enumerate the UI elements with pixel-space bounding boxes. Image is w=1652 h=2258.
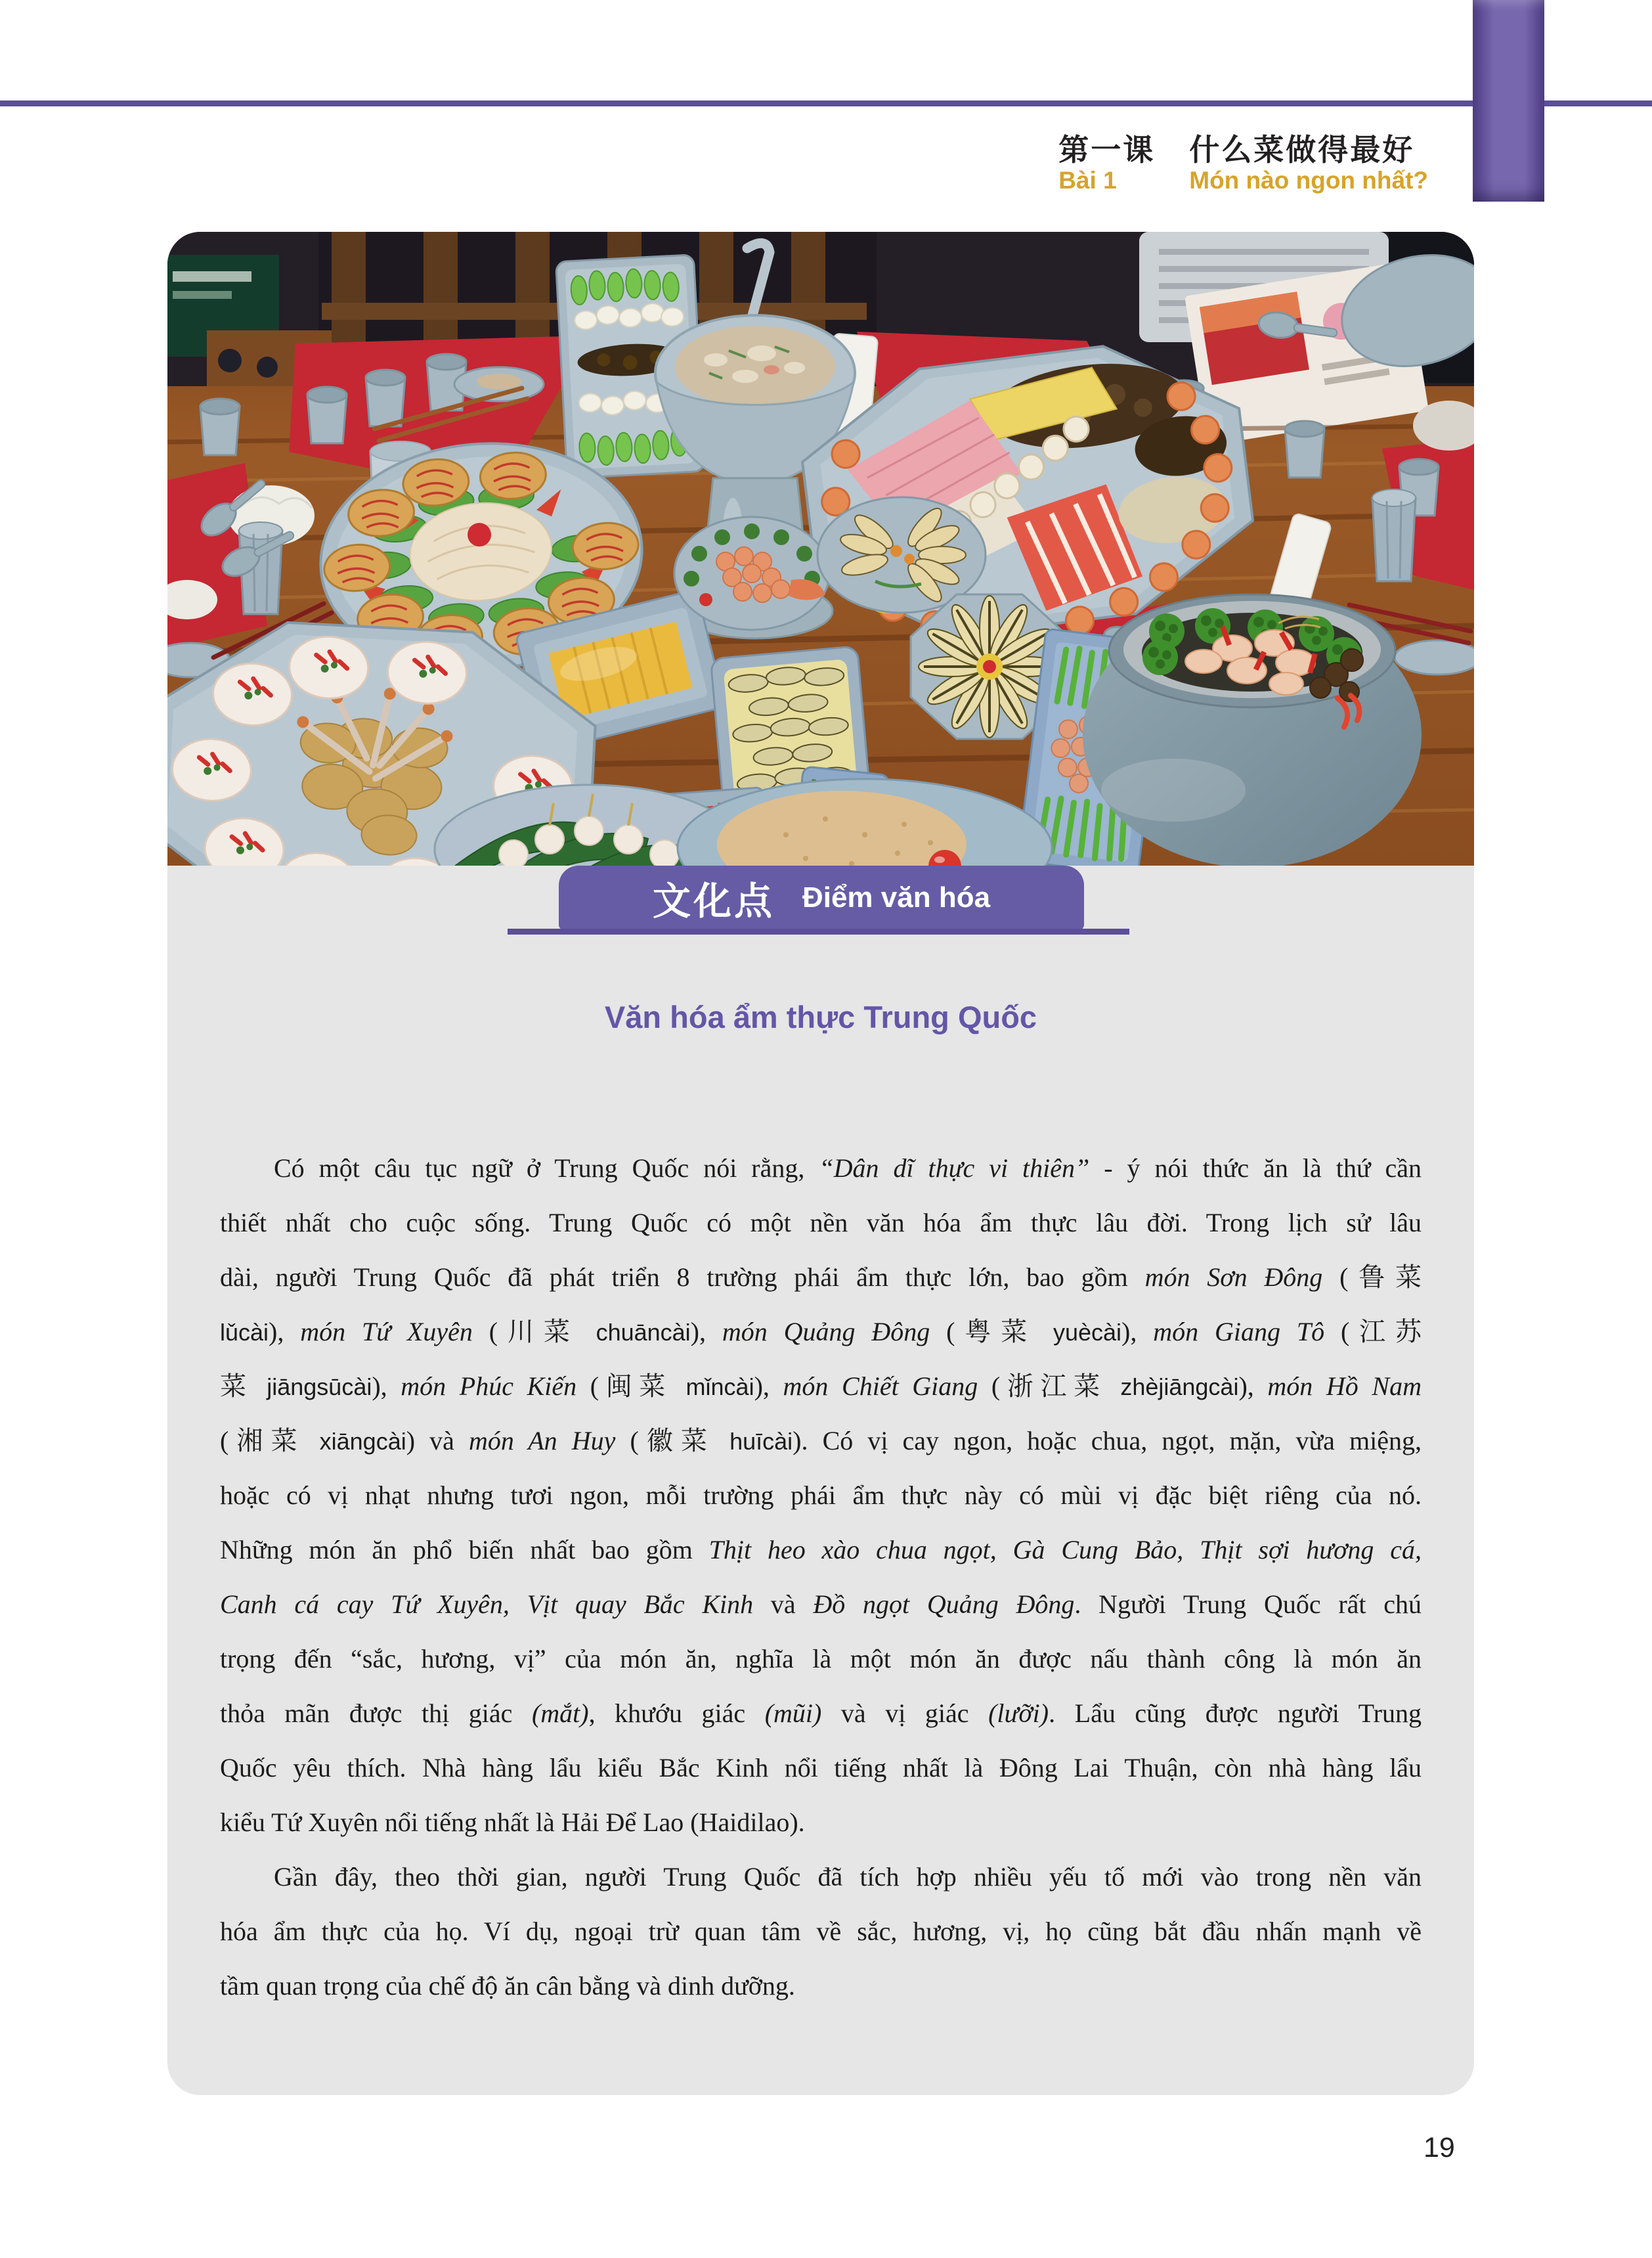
text-segment: (鲁菜 bbox=[1322, 1262, 1422, 1292]
text-segment: (闽菜 bbox=[576, 1371, 686, 1401]
text-line bbox=[220, 1141, 1422, 1195]
article-body bbox=[220, 1141, 1422, 2013]
text-line bbox=[220, 1686, 1422, 1740]
corner-accent-bar bbox=[1473, 0, 1544, 202]
text-segment: . Người Trung Quốc rất chú bbox=[1074, 1589, 1422, 1619]
text-line bbox=[220, 1577, 1422, 1631]
text-segment: món Tứ Xuyên bbox=[300, 1317, 473, 1346]
text-line bbox=[220, 1304, 1422, 1359]
text-segment: thỏa mãn được thị giác bbox=[220, 1698, 532, 1728]
culture-point-label-zh: 文化点 bbox=[652, 879, 775, 923]
text-line bbox=[220, 1195, 1422, 1250]
text-segment: Đồ ngọt Quảng Đông bbox=[813, 1589, 1075, 1619]
badge-underline bbox=[508, 929, 1129, 935]
text-line bbox=[220, 1359, 1422, 1413]
text-segment: hoặc có vị nhạt nhưng tươi ngon, mỗi trường phái ẩm thực này có mùi vị đặc biệt riêng của nó. bbox=[220, 1480, 1422, 1510]
text-segment: và vị giác bbox=[821, 1698, 989, 1728]
text-segment: Những món ăn phổ biến nhất bao gồm bbox=[220, 1535, 709, 1564]
text-segment: jiāngsūcài bbox=[267, 1373, 372, 1400]
text-segment: ), bbox=[754, 1371, 783, 1401]
text-line bbox=[220, 1468, 1422, 1522]
text-segment: (粤菜 bbox=[930, 1317, 1053, 1346]
lesson-header bbox=[1058, 134, 1428, 194]
text-segment: , khướu giác bbox=[588, 1698, 765, 1728]
text-line bbox=[220, 1959, 1422, 2013]
banquet-photo bbox=[167, 232, 1474, 866]
text-segment: (mũi) bbox=[764, 1698, 822, 1728]
text-segment: xiāngcài bbox=[319, 1428, 406, 1455]
text-segment: món Quảng Đông bbox=[722, 1317, 930, 1346]
text-segment: (湘菜 bbox=[220, 1426, 320, 1455]
text-segment: Quốc yêu thích. Nhà hàng lẩu kiểu Bắc Kinh nổi tiếng nhất là Đông Lai Thuận, còn nhà hàng lẩu bbox=[220, 1753, 1422, 1782]
content-card bbox=[167, 232, 1474, 2095]
text-segment: Thịt heo xào chua ngọt, Gà Cung Bảo, Thịt sợi hương cá, bbox=[708, 1535, 1422, 1564]
text-segment: ), bbox=[1121, 1317, 1154, 1346]
text-line bbox=[220, 1740, 1422, 1795]
text-segment: (徽菜 bbox=[615, 1426, 730, 1455]
text-segment: dài, người Trung Quốc đã phát triển 8 trường phái ẩm thực lớn, bao gồm bbox=[220, 1262, 1145, 1292]
article-title: Văn hóa ẩm thực Trung Quốc bbox=[604, 1000, 1037, 1034]
text-segment: zhèjiāngcài bbox=[1120, 1373, 1239, 1400]
text-segment: chuāncài bbox=[596, 1319, 691, 1346]
culture-point-badge bbox=[559, 866, 1084, 930]
text-segment: kiểu Tứ Xuyên nổi tiếng nhất là Hải Để Lao (Haidilao). bbox=[220, 1807, 805, 1837]
text-segment: - ý nói thức ăn là thứ cần bbox=[1089, 1153, 1422, 1183]
text-segment: ), bbox=[372, 1371, 401, 1401]
text-segment: Canh cá cay Tứ Xuyên, Vịt quay Bắc Kinh bbox=[220, 1589, 754, 1619]
text-segment: và bbox=[753, 1589, 814, 1619]
text-segment: (江苏 bbox=[1324, 1317, 1422, 1346]
text-segment: “Dân dĩ thực vi thiên” bbox=[819, 1153, 1090, 1183]
text-line bbox=[220, 1904, 1422, 1959]
text-line bbox=[220, 1413, 1422, 1468]
text-segment: mǐncài bbox=[685, 1373, 754, 1400]
text-segment: trọng đến “sắc, hương, vị” của món ăn, nghĩa là một món ăn được nấu thành công là món ăn bbox=[220, 1644, 1422, 1673]
text-segment: món Sơn Đông bbox=[1144, 1262, 1323, 1292]
lesson-title-vi: Món nào ngon nhất? bbox=[1189, 167, 1428, 194]
text-segment: món Phúc Kiến bbox=[401, 1371, 577, 1401]
text-line bbox=[220, 1250, 1422, 1304]
text-segment: Gần đây, theo thời gian, người Trung Quốc đã tích hợp nhiều yếu tố mới vào trong nền văn bbox=[274, 1862, 1422, 1892]
lesson-number-vi: Bài 1 bbox=[1058, 167, 1117, 194]
text-segment: ), bbox=[690, 1317, 722, 1346]
culture-point-label-vi: Điểm văn hóa bbox=[802, 881, 991, 914]
text-segment: tầm quan trọng của chế độ ăn cân bằng và dinh dưỡng. bbox=[220, 1971, 795, 2001]
lesson-title-zh: 什么菜做得最好 bbox=[1189, 132, 1415, 167]
text-segment: món Chiết Giang bbox=[783, 1371, 978, 1401]
text-line bbox=[220, 1795, 1422, 1849]
text-segment: huīcài bbox=[729, 1428, 793, 1455]
text-segment: ), bbox=[1238, 1371, 1268, 1401]
page-number: 19 bbox=[1424, 2132, 1455, 2163]
text-segment: ) và bbox=[406, 1426, 469, 1455]
lesson-number-zh: 第一课 bbox=[1058, 132, 1156, 167]
text-segment: món An Huy bbox=[468, 1426, 616, 1455]
text-segment: (mắt) bbox=[531, 1698, 589, 1728]
header-rule bbox=[0, 100, 1652, 106]
text-segment: Có một câu tục ngữ ở Trung Quốc nói rằng, bbox=[274, 1153, 819, 1183]
text-segment: ), bbox=[269, 1317, 301, 1346]
banquet-photo-illustration bbox=[167, 232, 1474, 866]
text-segment: (川菜 bbox=[472, 1317, 596, 1346]
text-segment: lǔcài bbox=[220, 1319, 269, 1346]
text-segment: (浙江菜 bbox=[978, 1371, 1121, 1401]
text-line bbox=[220, 1522, 1422, 1577]
text-segment: . Lẩu cũng được người Trung bbox=[1049, 1698, 1422, 1728]
text-segment: yuècài bbox=[1053, 1319, 1122, 1346]
text-line bbox=[220, 1631, 1422, 1686]
text-segment: món Giang Tô bbox=[1153, 1317, 1325, 1346]
text-segment: 菜 bbox=[220, 1371, 267, 1401]
text-segment: ). Có vị cay ngon, hoặc chua, ngọt, mặn, vừa miệng, bbox=[793, 1426, 1422, 1455]
text-segment: thiết nhất cho cuộc sống. Trung Quốc có một nền văn hóa ẩm thực lâu đời. Trong lịch sử lâu bbox=[220, 1208, 1422, 1237]
text-segment: món Hồ Nam bbox=[1267, 1371, 1422, 1401]
text-line bbox=[220, 1849, 1422, 1904]
text-segment: (lưỡi) bbox=[988, 1698, 1049, 1728]
text-segment: hóa ẩm thực của họ. Ví dụ, ngoại trừ quan tâm về sắc, hương, vị, họ cũng bắt đầu nhấn mạnh về bbox=[220, 1916, 1422, 1946]
